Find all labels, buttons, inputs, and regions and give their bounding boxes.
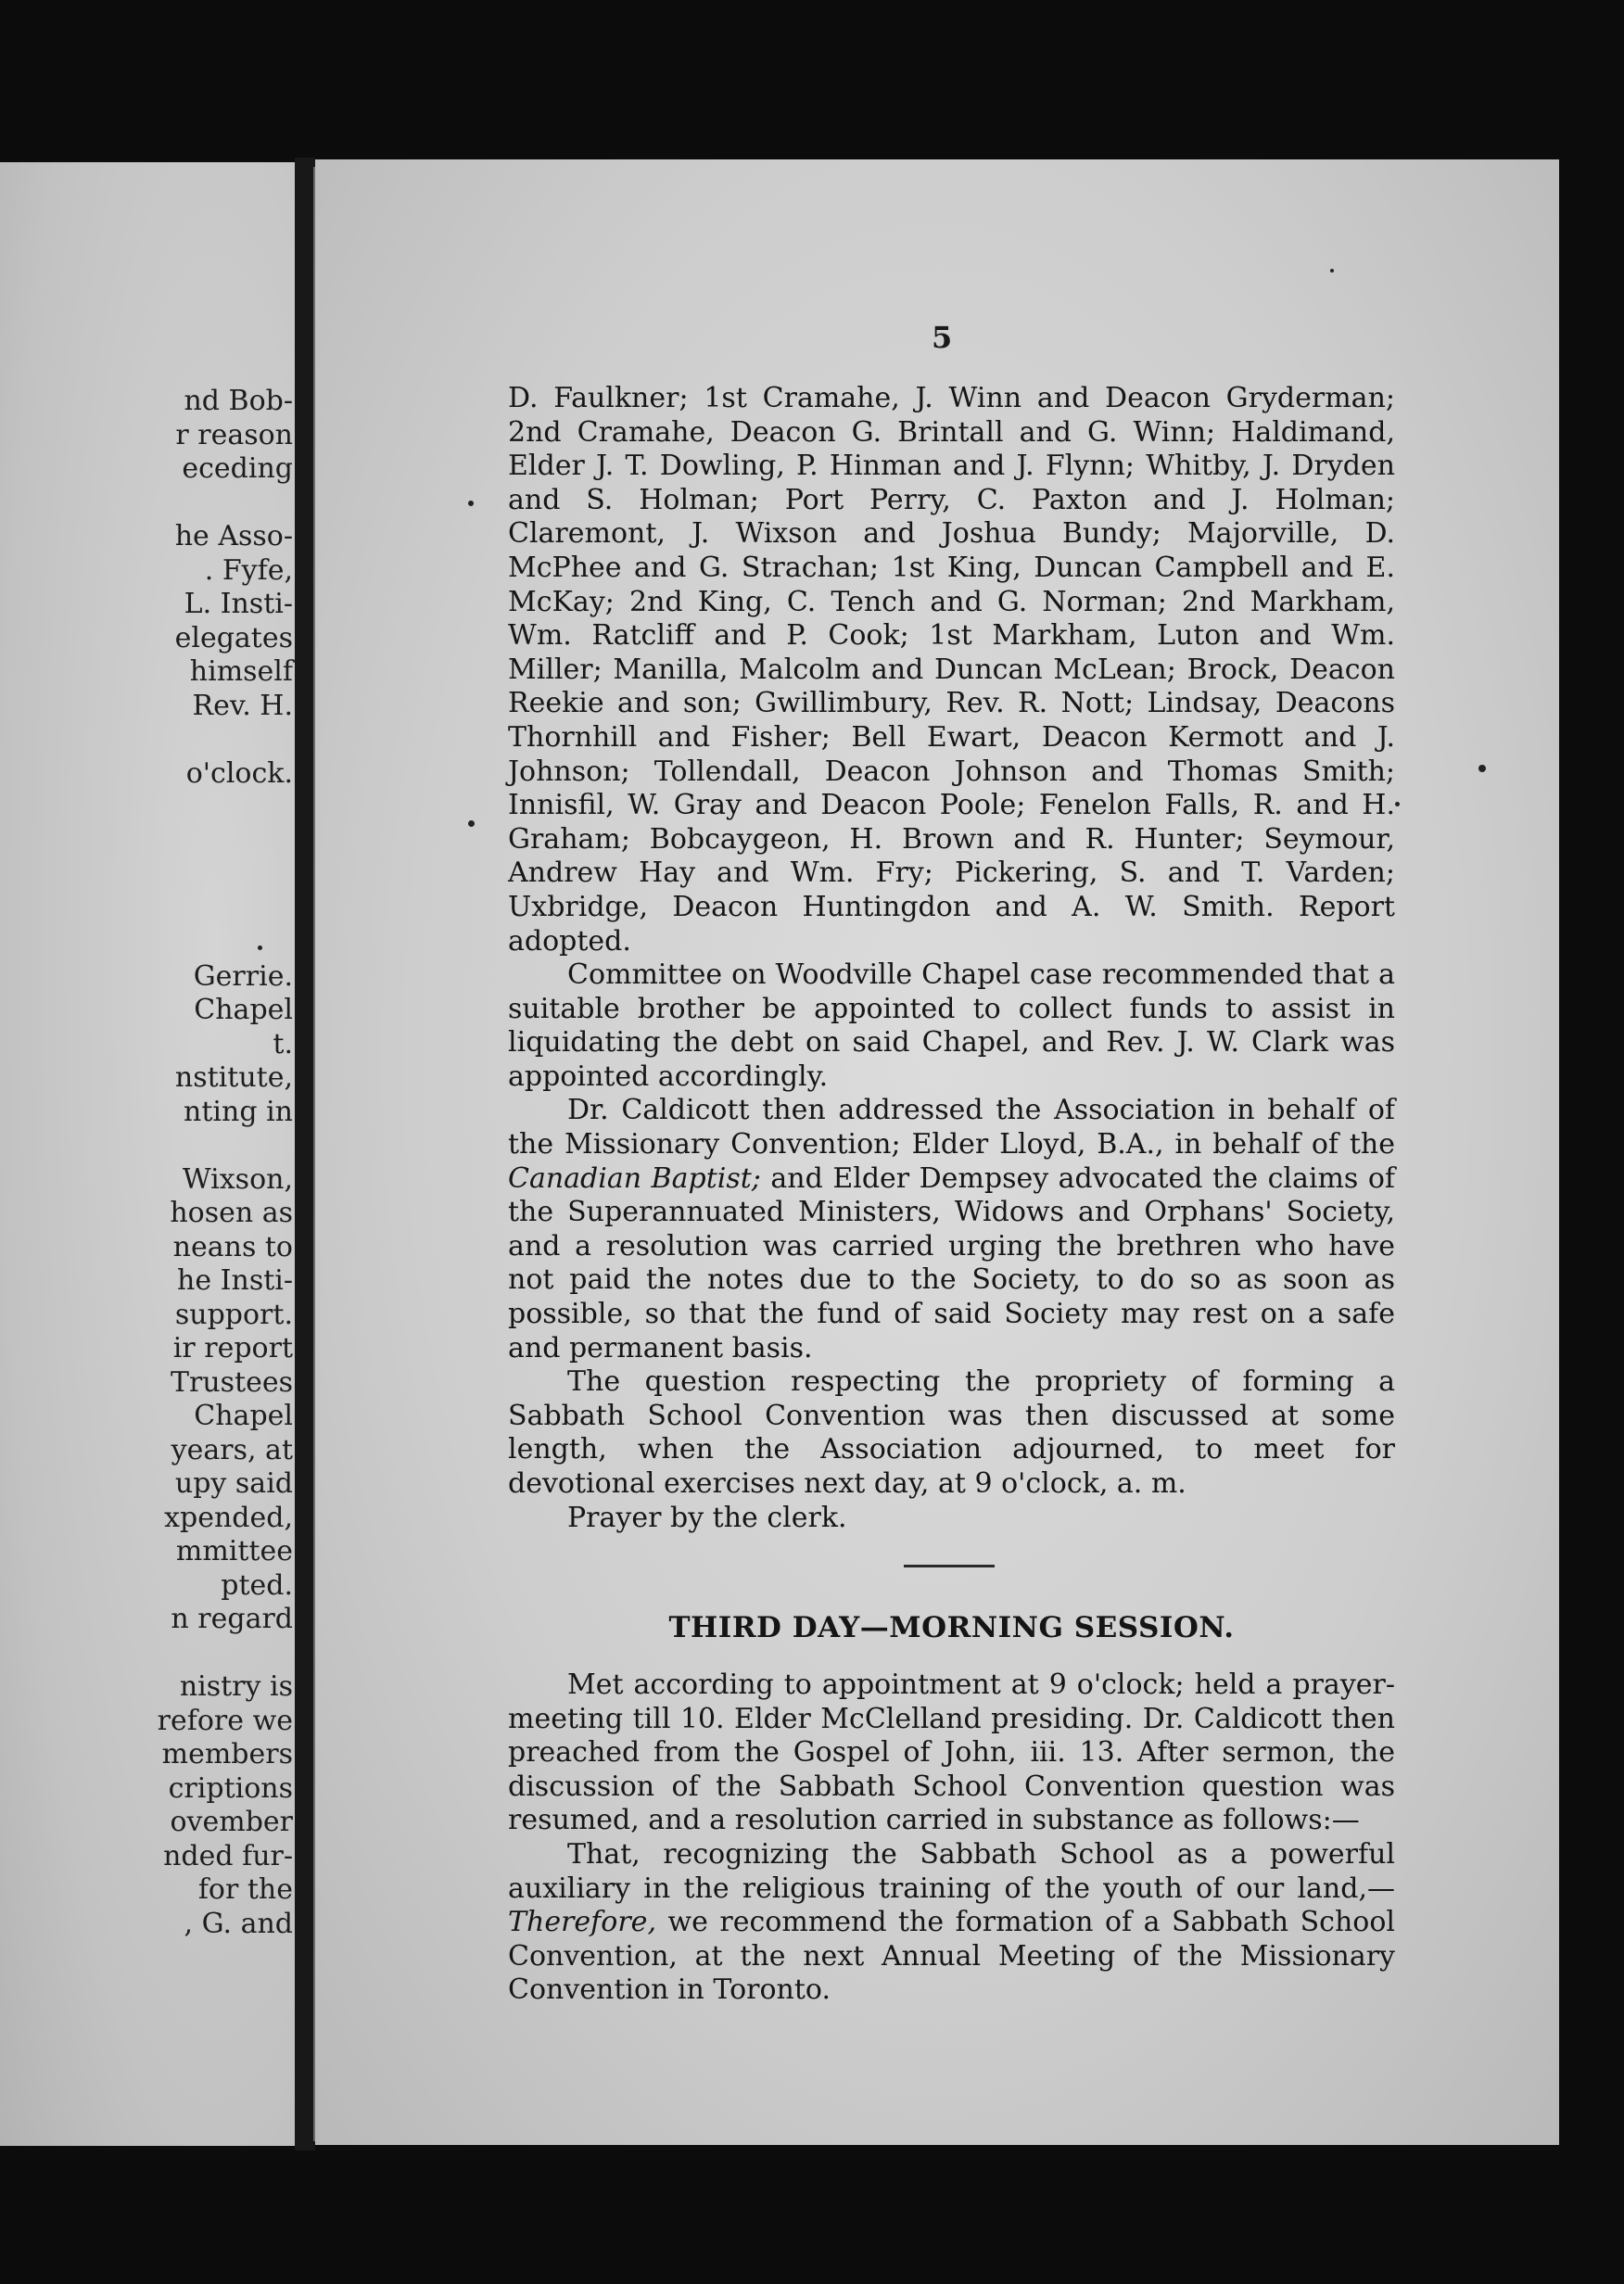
left-page-line: L. Insti- xyxy=(184,588,293,620)
caldicott-text-a: Dr. Caldicott then addressed the Association in behalf of the Missionary Convention; Elder Lloyd, B.A., in behalf of the xyxy=(508,1094,1395,1161)
left-page-line: xpended, xyxy=(164,1501,293,1534)
canadian-baptist-title: Canadian Baptist; xyxy=(508,1161,761,1195)
left-page-line: Gerrie. xyxy=(193,959,293,993)
left-page-line xyxy=(0,723,306,757)
left-page-line: nistry is xyxy=(179,1670,293,1703)
left-page-line: nstitute, xyxy=(174,1061,293,1094)
prayer-paragraph: Prayer by the clerk. xyxy=(567,1501,847,1534)
left-page-line: for the xyxy=(197,1873,293,1906)
left-page-line: eceding xyxy=(182,452,293,485)
left-page-line xyxy=(0,487,306,521)
book-gutter xyxy=(295,158,315,2151)
body-text-upper xyxy=(508,382,1395,1535)
left-page-line xyxy=(0,926,306,960)
left-page-line: nting in xyxy=(184,1095,293,1128)
left-page-line: members xyxy=(161,1738,293,1770)
left-page-line: upy said xyxy=(174,1467,293,1500)
left-page-line xyxy=(0,1129,306,1163)
left-page-line: elegates xyxy=(174,621,293,654)
left-page-line: Rev. H. xyxy=(192,689,293,722)
left-page-line: years, at xyxy=(171,1433,293,1466)
ink-speck xyxy=(1330,269,1334,273)
left-page-line xyxy=(0,1637,306,1671)
resolution-text-b: we recommend the formation of a Sabbath School Convention, at the next Annual Meeting of the Missionary Convention in Toronto. xyxy=(508,1906,1395,2007)
ink-speck xyxy=(258,945,262,950)
left-page-line xyxy=(0,858,306,893)
left-page-line: Wixson, xyxy=(182,1162,293,1196)
body-text-lower xyxy=(508,1669,1395,2008)
left-page-line: . Fyfe, xyxy=(204,553,293,587)
ink-speck xyxy=(1478,765,1486,772)
section-heading: THIRD DAY—MORNING SESSION. xyxy=(668,1611,1235,1644)
delegates-paragraph: D. Faulkner; 1st Cramahe, J. Winn and Deacon Gryderman; 2nd Cramahe, Deacon G. Brintall and G. Winn; Haldimand, Elder J. T. Dowling, P. Hinman and J. Flynn; Whitby, J. Dryden and S. Holman; Port Perry, C. Paxton and J. Holman; Claremont, J. Wixson and Joshua Bundy; Majorville, D. McPhee and G. Strachan; 1st King, Duncan Campbell and E. McKay; 2nd King, C. Tench and G. Norman; 2nd Markham, Wm. Ratcliff and P. Cook; 1st Markham, Luton and Wm. Miller; Manilla, Malcolm and Duncan McLean; Brock, Deacon Reekie and son; Gwillimbury, Rev. R. Nott; Lindsay, Deacons Thornhill and Fisher; Bell Ewart, Deacon Kermott and J. Johnson; Tollendall, Deacon Johnson and Thomas Smith; Innisfil, W. Gray and Deacon Poole; Fenelon Falls, R. and H. Graham; Bobcaygeon, H. Brown and R. Hunter; Seymour, Andrew Hay and Wm. Fry; Pickering, S. and T. Varden; Uxbridge, Deacon Huntingdon and A. W. Smith. Report adopted. xyxy=(508,382,1395,958)
sabbath-question-paragraph: The question respecting the propriety of forming a Sabbath School Convention was then discussed at some length, when the Association adjourned, to meet for devotional exercises next day, at 9 o'clock, a. m. xyxy=(508,1365,1395,1500)
left-page-line: o'clock. xyxy=(185,756,293,790)
therefore-word: Therefore, xyxy=(508,1906,656,1939)
left-page-line: himself xyxy=(189,655,293,688)
ink-speck xyxy=(468,820,475,827)
left-page-line xyxy=(0,893,306,927)
left-page-line: criptions xyxy=(168,1771,293,1805)
left-page-line: ir report xyxy=(172,1332,293,1364)
resolution-text-a: That, recognizing the Sabbath School as a powerful auxiliary in the religious training of the youth of our land,— xyxy=(508,1837,1395,1905)
caldicott-text-b: and Elder Dempsey advocated the claims of the Superannuated Ministers, Widows and Orphans' Society, and a resolution was carried urging the brethren who have not paid the notes due to the Society, to do so as soon as possible, so that the fund of said Society may rest on a safe and permanent basis. xyxy=(508,1161,1395,1364)
left-page-line: nd Bob- xyxy=(184,385,293,417)
left-page-line: he Insti- xyxy=(177,1264,293,1297)
left-page-line: Trustees xyxy=(170,1365,293,1399)
left-page-line: mmittee xyxy=(175,1535,293,1567)
woodville-paragraph: Committee on Woodville Chapel case recommended that a suitable brother be appointed to collect funds to assist in liquidating the debt on said Chapel, and Rev. J. W. Clark was appointed accordingly. xyxy=(508,958,1395,1093)
left-page-line xyxy=(0,825,306,859)
left-page-line: pted. xyxy=(221,1568,293,1602)
ink-speck xyxy=(468,501,474,506)
left-page-line: support. xyxy=(174,1298,293,1331)
ink-speck xyxy=(1395,802,1400,806)
left-page-line: Chapel xyxy=(194,1400,293,1432)
resolution-paragraph xyxy=(508,1838,1395,2008)
left-page-line: neans to xyxy=(172,1230,293,1263)
left-page-text xyxy=(0,385,306,1941)
left-page-line xyxy=(0,791,306,825)
left-page-line: he Asso- xyxy=(174,520,293,552)
page-number: 5 xyxy=(932,320,953,355)
left-page-line: n regard xyxy=(171,1603,293,1635)
left-page-line: hosen as xyxy=(170,1197,293,1229)
section-rule xyxy=(904,1565,995,1567)
left-page-line: nded fur- xyxy=(163,1839,293,1872)
met-paragraph: Met according to appointment at 9 o'clock; held a prayer-meeting till 10. Elder McClelland presiding. Dr. Caldicott then preached from the Gospel of John, iii. 13. After sermon, the discussion of the Sabbath School Convention question was resumed, and a resolution carried in substance as follows:— xyxy=(508,1669,1395,1837)
left-page-line: r reason xyxy=(175,418,293,451)
left-page-line: Chapel xyxy=(194,994,293,1026)
left-page-line: t. xyxy=(273,1027,293,1060)
left-page xyxy=(0,162,306,2146)
left-page-line: refore we xyxy=(157,1704,293,1737)
left-page-line: , G. and xyxy=(184,1907,293,1940)
caldicott-paragraph xyxy=(508,1094,1395,1365)
left-page-line: ovember xyxy=(170,1806,293,1838)
